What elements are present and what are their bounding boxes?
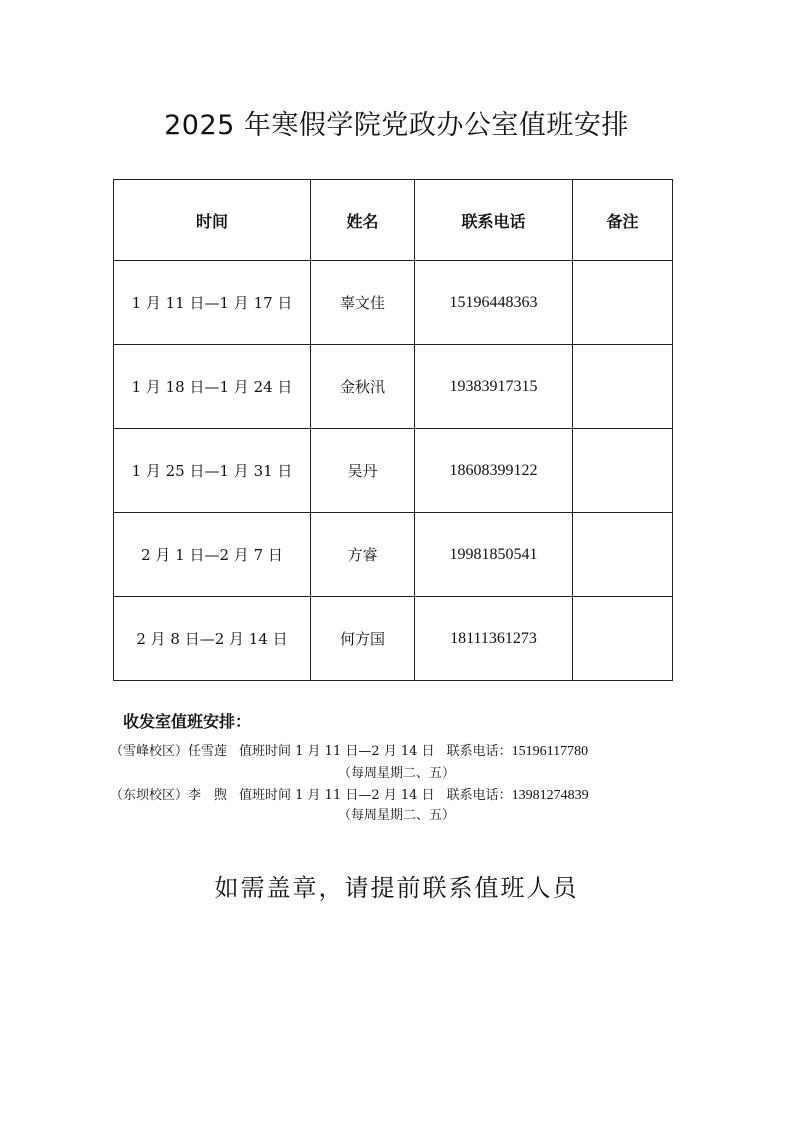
header-remark: 备注 <box>573 180 673 261</box>
cell-time: 2 月 8 日—2 月 14 日 <box>114 597 311 681</box>
mailroom-days: （每周星期二、五） <box>337 808 455 823</box>
table-row <box>114 261 673 345</box>
cell-name: 金秋汛 <box>311 345 415 429</box>
mailroom-entry-xuefeng <box>110 742 690 762</box>
mailroom-campus-person: （雪峰校区）任雪莲 <box>110 744 228 759</box>
cell-time: 1 月 18 日—1 月 24 日 <box>114 345 311 429</box>
cell-phone: 19383917315 <box>415 345 573 429</box>
cell-remark <box>573 429 673 513</box>
table-row <box>114 429 673 513</box>
mailroom-heading: 收发室值班安排： <box>123 712 252 731</box>
cell-remark <box>573 261 673 345</box>
mailroom-days: （每周星期二、五） <box>337 766 455 781</box>
mailroom-phone-label: 联系电话： <box>446 788 512 803</box>
table-header-row <box>114 180 673 261</box>
cell-remark <box>573 513 673 597</box>
cell-remark <box>573 345 673 429</box>
duty-schedule-table <box>113 179 673 681</box>
cell-name: 辜文佳 <box>311 261 415 345</box>
cell-phone: 19981850541 <box>415 513 573 597</box>
mailroom-phone: 13981274839 <box>511 788 589 803</box>
cell-phone: 18111361273 <box>415 597 573 681</box>
cell-phone: 15196448363 <box>415 261 573 345</box>
mailroom-entry-dongba <box>110 786 690 806</box>
cell-phone: 18608399122 <box>415 429 573 513</box>
cell-name: 方睿 <box>311 513 415 597</box>
cell-time: 1 月 11 日—1 月 17 日 <box>114 261 311 345</box>
header-name: 姓名 <box>311 180 415 261</box>
mailroom-campus-person: （东坝校区）李 煦 <box>110 788 228 803</box>
mailroom-phone-label: 联系电话： <box>446 744 512 759</box>
cell-time: 2 月 1 日—2 月 7 日 <box>114 513 311 597</box>
table-row <box>114 345 673 429</box>
table-row <box>114 513 673 597</box>
page-title: 2025 年寒假学院党政办公室值班安排 <box>164 110 629 141</box>
mailroom-schedule: 值班时间 1 月 11 日—2 月 14 日 <box>239 788 435 803</box>
cell-name: 吴丹 <box>311 429 415 513</box>
cell-remark <box>573 597 673 681</box>
header-time: 时间 <box>114 180 311 261</box>
mailroom-phone: 15196117780 <box>511 744 589 759</box>
table-row <box>114 597 673 681</box>
cell-time: 1 月 25 日—1 月 31 日 <box>114 429 311 513</box>
stamp-notice: 如需盖章，请提前联系值班人员 <box>214 874 579 902</box>
cell-name: 何方国 <box>311 597 415 681</box>
mailroom-schedule: 值班时间 1 月 11 日—2 月 14 日 <box>239 744 435 759</box>
header-phone: 联系电话 <box>415 180 573 261</box>
